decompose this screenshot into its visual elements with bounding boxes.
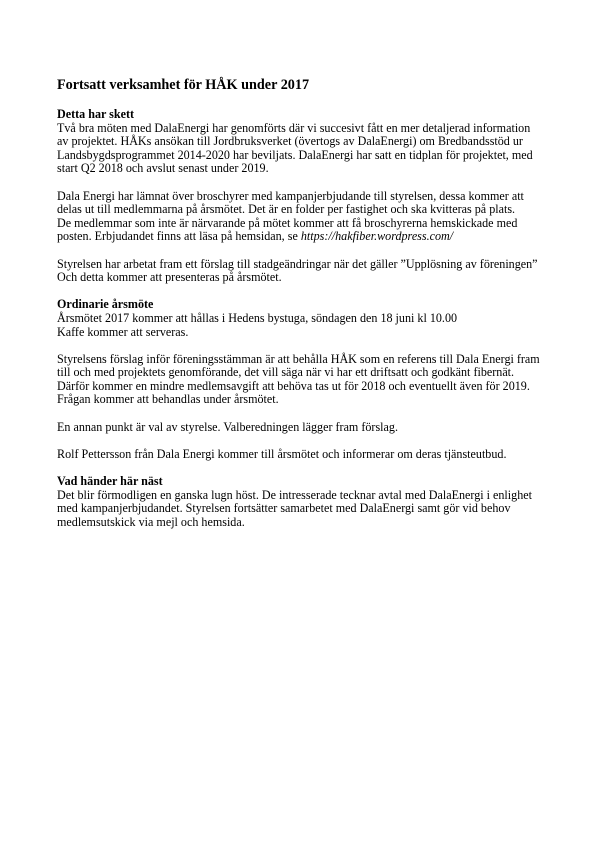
text-line: Årsmötet 2017 kommer att hållas i Hedens bystuga, söndagen den 18 juni kl 10.00 <box>57 310 458 325</box>
paragraph <box>57 448 547 462</box>
paragraph <box>57 353 547 407</box>
text-line: Frågan kommer att behandlas under årsmötet. <box>57 392 279 407</box>
text-line: Och detta kommer att presenteras på årsmötet. <box>57 270 282 285</box>
text-line: Dala Energi har lämnat över broschyrer med kampanjerbjudande till styrelsen, dessa kommer att <box>57 188 524 203</box>
text-line: av projektet. HÅKs ansökan till Jordbruksverket (övertogs av DalaEnergi) om Bredbandsstöd ur <box>57 134 523 149</box>
section-heading-detta-har-skett: Detta har skett <box>57 107 135 121</box>
paragraph <box>57 421 547 435</box>
text-line: De medlemmar som inte är närvarande på mötet kommer att få broschyrerna hemskickade med <box>57 215 518 230</box>
text-line: Rolf Pettersson från Dala Energi kommer till årsmötet och informerar om deras tjänsteutbud. <box>57 446 507 461</box>
text-line: Landsbygdsprogrammet 2014-2020 har beviljats. DalaEnergi har satt en tidplan för projektet, med <box>57 147 533 162</box>
paragraph <box>57 258 547 285</box>
text-line: med kampanjerbjudandet. Styrelsen fortsätter samarbetet med DalaEnergi samt gör vid behov <box>57 501 511 516</box>
text-line: posten. Erbjudandet finns att läsa på hemsidan, se <box>57 229 301 244</box>
document-page <box>57 77 547 543</box>
text-line: start Q2 2018 och avslut senast under 2019. <box>57 161 269 176</box>
document-title: Fortsatt verksamhet för HÅK under 2017 <box>57 77 310 93</box>
text-line: till och med projektets genomförande, det vill säga när vi har ett driftsatt och godkänt fibernät. <box>57 365 515 380</box>
website-link[interactable]: https://hakfiber.wordpress.com/ <box>300 229 454 244</box>
text-line: medlemsutskick via mejl och hemsida. <box>57 514 245 529</box>
paragraph <box>57 190 547 244</box>
paragraph <box>57 312 547 339</box>
paragraph <box>57 122 547 176</box>
text-line: Kaffe kommer att serveras. <box>57 324 189 339</box>
paragraph <box>57 489 547 530</box>
text-line: Därför kommer en mindre medlemsavgift att behöva tas ut för 2018 och eventuellt även för 2019. <box>57 378 530 393</box>
section-heading-ordinarie-arsmote: Ordinarie årsmöte <box>57 297 154 312</box>
text-line: delas ut till medlemmarna på årsmötet. Det är en folder per fastighet och ska kvitteras på plats. <box>57 202 516 217</box>
text-line: Det blir förmodligen en ganska lugn höst. De intresserade tecknar avtal med DalaEnergi i enlighet <box>57 487 532 502</box>
section-heading-vad-hander-har-nast: Vad händer här näst <box>57 474 163 489</box>
text-line: Styrelsen har arbetat fram ett förslag till stadgeändringar när det gäller ”Upplösning av föreningen” <box>57 256 538 271</box>
text-line: En annan punkt är val av styrelse. Valberedningen lägger fram förslag. <box>57 419 398 434</box>
text-line: Två bra möten med DalaEnergi har genomförts där vi succesivt fått en mer detaljerad information <box>57 120 531 135</box>
text-line: Styrelsens förslag inför föreningsstämman är att behålla HÅK som en referens till Dala Energi fram <box>57 351 540 366</box>
